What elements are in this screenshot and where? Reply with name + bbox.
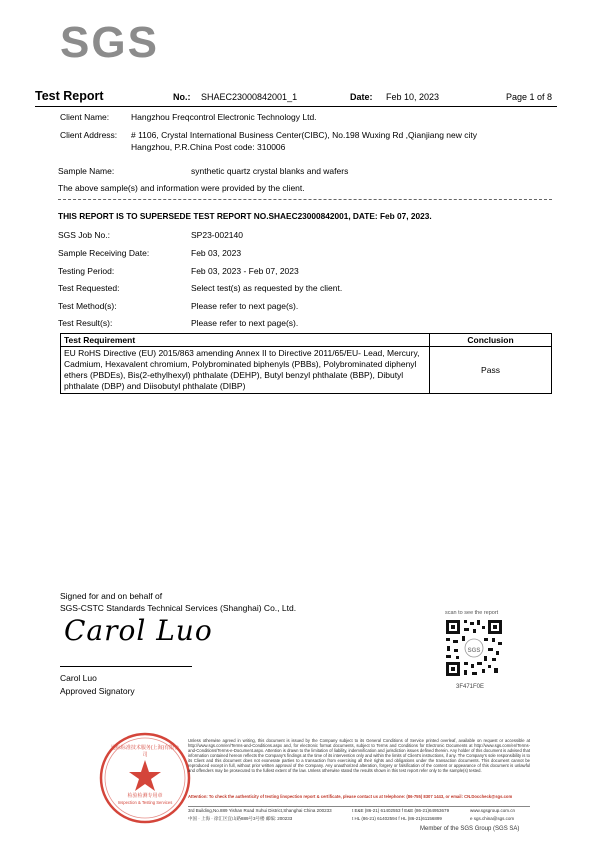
field-value: Select test(s) as requested by the client. [191, 283, 343, 293]
field-label: SGS Job No.: [58, 230, 110, 240]
disclaimer-text: Unless otherwise agreed in writing, this document is issued by the Company subject to its General Conditions of Service printed overleaf, available on request or accessible at http://www.sgs.com/en/Terms-and-Conditions.aspx and, for electronic format documents, subject to Terms and Conditions for Electronic Documents at http://www.sgs.com/en/Terms-and-Conditions/Terms-e-Document.aspx. Attention is drawn to the limitation of liability, indemnification and jurisdiction issues defined therein. Any holder of this document is advised that information contained hereon reflects the Company's findings at the time of its intervention only and within the limits of Client's instructions, if any. The Company's sole responsibility is to its Client and this document does not exonerate parties to a transaction from exercising all their rights and obligations under the transaction documents. This document cannot be reproduced except in full, without prior written approval of the Company. Any unauthorized alteration, forgery or falsification of the content or appearance of this document is unlawful and offenders may be prosecuted to the fullest extent of the law. Unless otherwise stated the results shown in this test report refer only to the sample(s) tested. [188, 738, 530, 773]
client-address-line1: # 1106, Crystal International Business Center(CIBC), No.198 Wuxing Rd ,Qianjiang new city [131, 130, 477, 140]
client-name-value: Hangzhou Freqcontrol Electronic Technology Ltd. [131, 112, 317, 122]
date-value: Feb 10, 2023 [386, 92, 440, 102]
provided-note: The above sample(s) and information were provided by the client. [58, 183, 305, 193]
signature-line [60, 666, 192, 667]
email-link[interactable]: e sgs.china@sgs.com [470, 816, 515, 821]
signatory-name: Carol Luo [60, 673, 97, 683]
stamp-star-icon [129, 760, 161, 791]
sgs-logo: SGS [60, 18, 159, 67]
field-value: Please refer to next page(s). [191, 301, 299, 311]
qr-center-logo: SGS [467, 648, 481, 654]
field-value: Feb 03, 2023 - Feb 07, 2023 [191, 266, 299, 276]
table-row [61, 347, 552, 394]
sample-name-label: Sample Name: [58, 166, 115, 176]
footer-rule [188, 806, 530, 807]
handwritten-signature: Carol Luo [64, 614, 213, 647]
telephone-ee: t E&E (86-21) 61402553 f E&E (86-21)64953679 [352, 808, 450, 813]
client-address-label: Client Address: [60, 130, 118, 140]
page-number: Page 1 of 8 [506, 92, 553, 102]
stamp-en-text: Inspection & Testing Services [117, 800, 173, 805]
client-address-line2: Hangzhou, P.R.China Post code: 310006 [131, 142, 286, 152]
address-en: 3rd Building,No.889 Yishan Road Xuhui District,Shanghai China 200233 [188, 808, 332, 813]
requirement-cell: EU RoHS Directive (EU) 2015/863 amending Annex II to Directive 2011/65/EU- Lead, Mercury, Cadmium, Hexavalent chromium, Polybrominated biphenyls (PBBs), Polybrominated diphenyl ethers (PBDEs), Bis(2-ethylhexyl) phthalate (DEHP), Butyl benzyl phthalate (BBP), Dibutyl phthalate (DBP) and Diisobutyl phthalate (DIBP) [61, 347, 430, 394]
date-label: Date: [350, 92, 373, 102]
report-no-value: SHAEC23000842001_1 [201, 92, 298, 102]
table-header-row [61, 334, 552, 347]
field-value: Feb 03, 2023 [191, 248, 242, 258]
client-name-label: Client Name: [60, 112, 110, 122]
field-label: Test Method(s): [58, 301, 117, 311]
qr-code-id: 3F471F0E [456, 684, 485, 690]
report-no-label: No.: [173, 92, 191, 102]
field-label: Sample Receiving Date: [58, 248, 150, 258]
authenticity-note: Attention: To check the authenticity of testing /inspection report & certificate, please contact us at telephone: (86-755) 8307 1443, or email: CN.Doccheck@sgs.com [188, 794, 513, 799]
field-label: Test Requested: [58, 283, 120, 293]
table-header-requirement: Test Requirement [61, 334, 430, 347]
qr-caption: scan to see the report [445, 610, 499, 616]
supersede-notice: THIS REPORT IS TO SUPERSEDE TEST REPORT NO.SHAEC23000842001, DATE: Feb 07, 2023. [58, 211, 432, 221]
telephone-hl: t HL (86-21) 61402594 f HL (86-21)61156899 [352, 816, 442, 821]
sgs-member-note: Member of the SGS Group (SGS SA) [420, 826, 520, 832]
test-requirement-table [60, 333, 552, 394]
conclusion-cell: Pass [430, 347, 552, 394]
stamp-top-text: 通标标准技术服务(上海)有限公司 [110, 745, 180, 758]
signing-company: SGS-CSTC Standards Technical Services (Shanghai) Co., Ltd. [60, 603, 297, 613]
field-value: Please refer to next page(s). [191, 318, 299, 328]
header-rule [35, 106, 557, 107]
dashed-divider [58, 199, 552, 200]
table-header-conclusion: Conclusion [430, 334, 552, 347]
address-cn: 中国 · 上海 · 徐汇区宜山路889号3号楼 邮编: 200233 [188, 816, 293, 821]
field-label: Testing Period: [58, 266, 115, 276]
report-title: Test Report [35, 89, 104, 103]
website-link[interactable]: www.sgsgroup.com.cn [470, 808, 516, 813]
sample-name-value: synthetic quartz crystal blanks and wafers [191, 166, 349, 176]
signatory-role: Approved Signatory [60, 686, 135, 696]
field-label: Test Result(s): [58, 318, 113, 328]
stamp-mid-text: 检验检测专用章 [127, 793, 163, 799]
field-value: SP23-002140 [191, 230, 243, 240]
signed-for: Signed for and on behalf of [60, 591, 163, 601]
